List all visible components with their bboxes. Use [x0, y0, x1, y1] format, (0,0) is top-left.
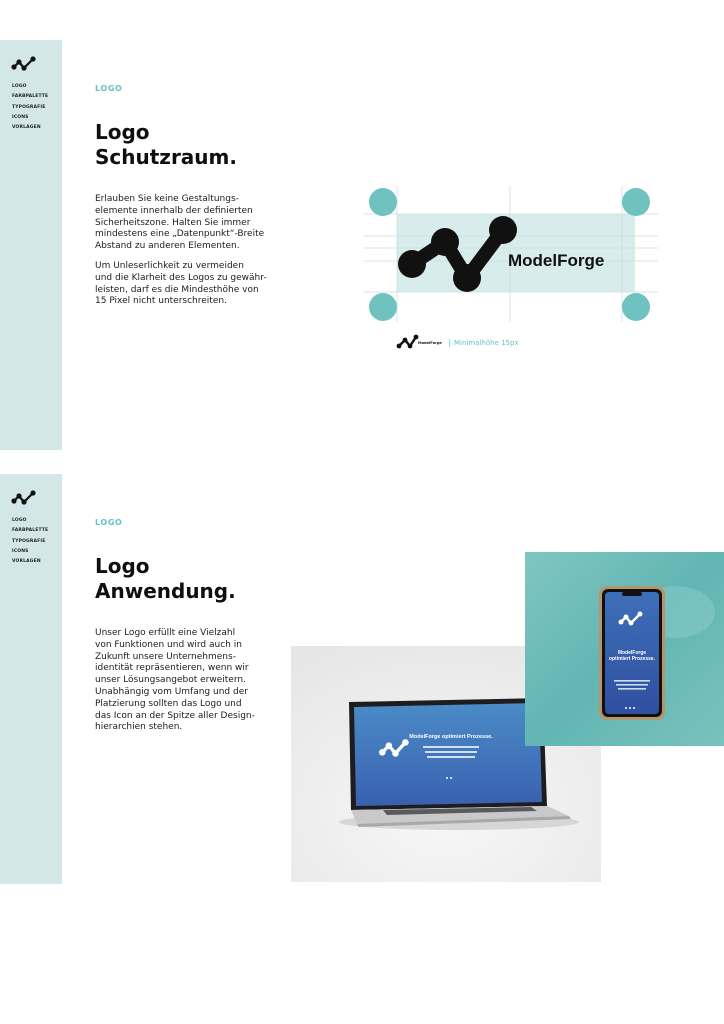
brand-logo-icon	[11, 56, 37, 72]
nav-item-vorlagen[interactable]: VORLAGEN	[12, 559, 41, 565]
brand-logo-icon	[11, 490, 37, 506]
section-eyebrow: LOGO	[95, 518, 123, 527]
section-eyebrow: LOGO	[95, 84, 123, 93]
datapoint-circle	[622, 293, 650, 321]
phone-screen-title: ModelForge optimiert Prozesse.	[608, 650, 656, 662]
nav-item-farbpalette[interactable]: FARBPALETTE	[12, 94, 49, 100]
nav-item-typografie[interactable]: TYPOGRAFIE	[12, 104, 46, 110]
paragraph: Erlauben Sie keine Gestaltungs- elemente innerhalb der definierten Sicherheitszone. Halten Sie immer mindestens eine „Datenpunkt“-Breite Abstand zu anderen Elementen.	[95, 194, 265, 252]
page-logo-schutzraum	[0, 40, 724, 450]
paragraph: Unser Logo erfüllt eine Vielzahl von Funktionen und wird auch in Zukunft unsere Unternehmens- identität repräsentieren, wenn wir unser Lösungsangebot erweitern. Unabhängig vom Umfang und der Platzierung sollten das Logo und das Icon an der Spitze aller Design- hierarchien stehen.	[95, 628, 255, 733]
min-height-caption: Minimalhöhe 15px	[449, 339, 519, 347]
nav-item-icons[interactable]: ICONS	[12, 114, 29, 120]
nav-item-logo[interactable]: LOGO	[12, 518, 27, 523]
sidebar	[0, 474, 62, 884]
nav-item-vorlagen[interactable]: VORLAGEN	[12, 125, 41, 131]
title-line-2: Schutzraum.	[95, 145, 237, 169]
nav-item-typografie[interactable]: TYPOGRAFIE	[12, 538, 46, 544]
sidebar-nav	[12, 516, 48, 567]
sidebar	[0, 40, 62, 450]
nav-item-farbpalette[interactable]: FARBPALETTE	[12, 528, 49, 534]
title-line-1: Logo	[95, 120, 150, 144]
nav-item-logo[interactable]: LOGO	[12, 84, 27, 89]
sidebar-nav	[12, 82, 48, 133]
title-line-2: Anwendung.	[95, 579, 236, 603]
mini-wordmark: ModelForge	[418, 341, 442, 345]
paragraph: Um Unleserlichkeit zu vermeiden und die Klarheit des Logos zu gewähr- leisten, darf es die Mindesthöhe von 15 Pixel nicht unterschreiten.	[95, 260, 267, 307]
body-text	[95, 194, 295, 316]
nav-item-icons[interactable]: ICONS	[12, 548, 29, 554]
datapoint-circle	[369, 293, 397, 321]
phone-mockup-image	[525, 552, 724, 746]
logo-wordmark: ModelForge	[508, 251, 605, 270]
title-line-1: Logo	[95, 554, 150, 578]
datapoint-circle	[622, 188, 650, 216]
body-text	[95, 628, 295, 742]
page-title	[95, 554, 236, 604]
laptop-screen-title: ModelForge optimiert Prozesse.	[409, 734, 493, 740]
datapoint-circle	[369, 188, 397, 216]
page-title	[95, 120, 237, 170]
page-logo-anwendung	[0, 474, 724, 884]
